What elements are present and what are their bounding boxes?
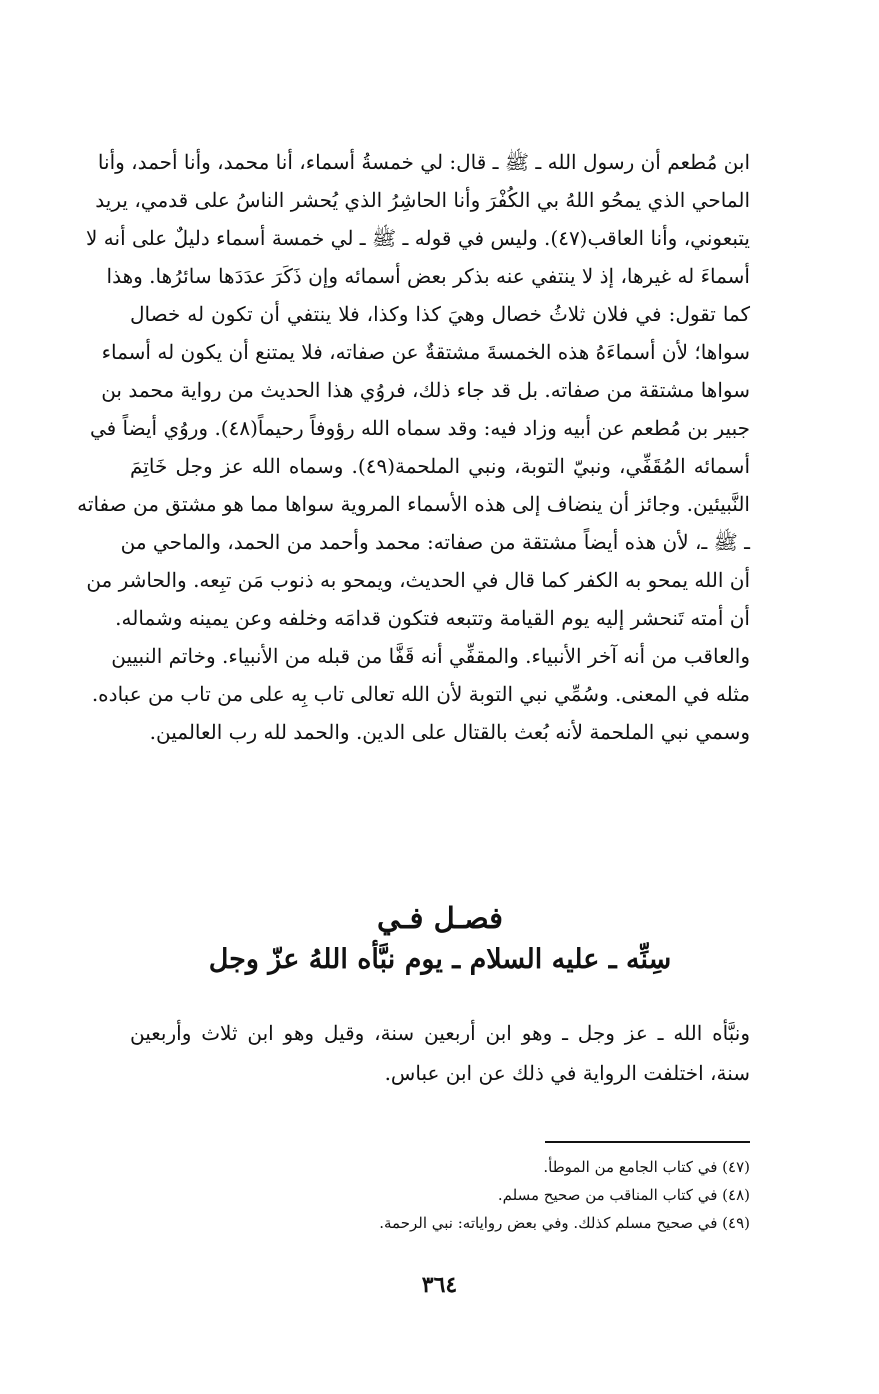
footnote-49: (٤٩) في صحيح مسلم كذلك. وفي بعض رواياته: نبي الرحمة. xyxy=(379,1214,750,1232)
footnote-48: (٤٨) في كتاب المناقب من صحيح مسلم. xyxy=(497,1186,750,1204)
text-line: النَّبيئين. وجائز أن ينضاف إلى هذه الأسماء المروية سواها مما هو مشتق من صفاته xyxy=(77,492,750,516)
footnotes xyxy=(130,1153,750,1237)
section-heading xyxy=(130,898,750,982)
text-line: سنة، اختلفت الرواية في ذلك عن ابن عباس. xyxy=(384,1061,750,1085)
section-heading-line2: سِنِّه ـ عليه السلام ـ يوم نبَّأه اللهُ عزّ وجل xyxy=(208,944,672,975)
text-line: الماحي الذي يمحُو اللهُ بي الكُفْرَ وأنا الحاشِرُ الذي يُحشر الناسُ على قدمي، يريد xyxy=(95,188,750,212)
text-line: والعاقب من أنه آخر الأنبياء. والمقفِّي أنه قَفَّا من قبله من الأنبياء. وخاتم النبيين xyxy=(111,644,750,668)
page-number: ٣٦٤ xyxy=(421,1272,458,1298)
text-line: يتبعوني، وأنا العاقب(٤٧). وليس في قوله ـ ﷺ ـ لي خمسة أسماء دليلٌ على أنه لا xyxy=(86,226,750,250)
footnote-47: (٤٧) في كتاب الجامع من الموطأ. xyxy=(543,1158,750,1176)
footnote-divider xyxy=(545,1141,750,1143)
text-line: سواها؛ لأن أسماءَهُ هذه الخمسةَ مشتقةٌ عن صفاته، فلا يمتنع أن يكون له أسماء xyxy=(101,340,750,364)
text-line: وسمي نبي الملحمة لأنه بُعث بالقتال على الدين. والحمد لله رب العالمين. xyxy=(149,720,750,744)
text-line: ونبَّأه الله ـ عز وجل ـ وهو ابن أربعين سنة، وقيل وهو ابن ثلاث وأربعين xyxy=(130,1021,750,1045)
text-line: أسمائه المُقَفِّي، ونبيّ التوبة، ونبي الملحمة(٤٩). وسماه الله عز وجل خَاتِمَ xyxy=(130,454,750,478)
text-line: سواها مشتقة من صفاته. بل قد جاء ذلك، فروُي هذا الحديث من رواية محمد بن xyxy=(101,378,750,402)
text-line: أسماءَ له غيرها، إذ لا ينتفي عنه بذكر بعض أسمائه وإن ذَكَرَ عدَدَها سائرُها. وهذا xyxy=(106,264,750,288)
text-line: ـ ﷺ ـ، لأن هذه أيضاً مشتقة من صفاته: محمد وأحمد من الحمد، والماحي من xyxy=(120,530,750,554)
text-line: جبير بن مُطعم عن أبيه وزاد فيه: وقد سماه الله رؤوفاً رحيماً(٤٨). وروُي أيضاً في xyxy=(89,416,750,440)
text-line: أن الله يمحو به الكفر كما قال في الحديث، ويمحو به ذنوب مَن تبِعه. والحاشر من xyxy=(86,568,750,592)
text-line: مثله في المعنى. وسُمِّي نبي التوبة لأن الله تعالى تاب بِه على من تاب من عباده. xyxy=(91,682,750,706)
text-line: كما تقول: في فلان ثلاثُ خصال وهيَ كذا وكذا، فلا ينتفي أن تكون له خصال xyxy=(130,302,750,326)
main-paragraph xyxy=(77,143,750,751)
section-heading-line1: فصـل فـي xyxy=(376,901,504,935)
section-paragraph xyxy=(130,1013,750,1093)
text-line: ابن مُطعم أن رسول الله ـ ﷺ ـ قال: لي خمسةُ أسماء، أنا محمد، وأنا أحمد، وأنا xyxy=(97,150,750,174)
text-line: أن أمته تَنحشر إليه يوم القيامة وتتبعه فتكون قدامَه وخلفه وعن يمينه وشماله. xyxy=(115,606,750,630)
